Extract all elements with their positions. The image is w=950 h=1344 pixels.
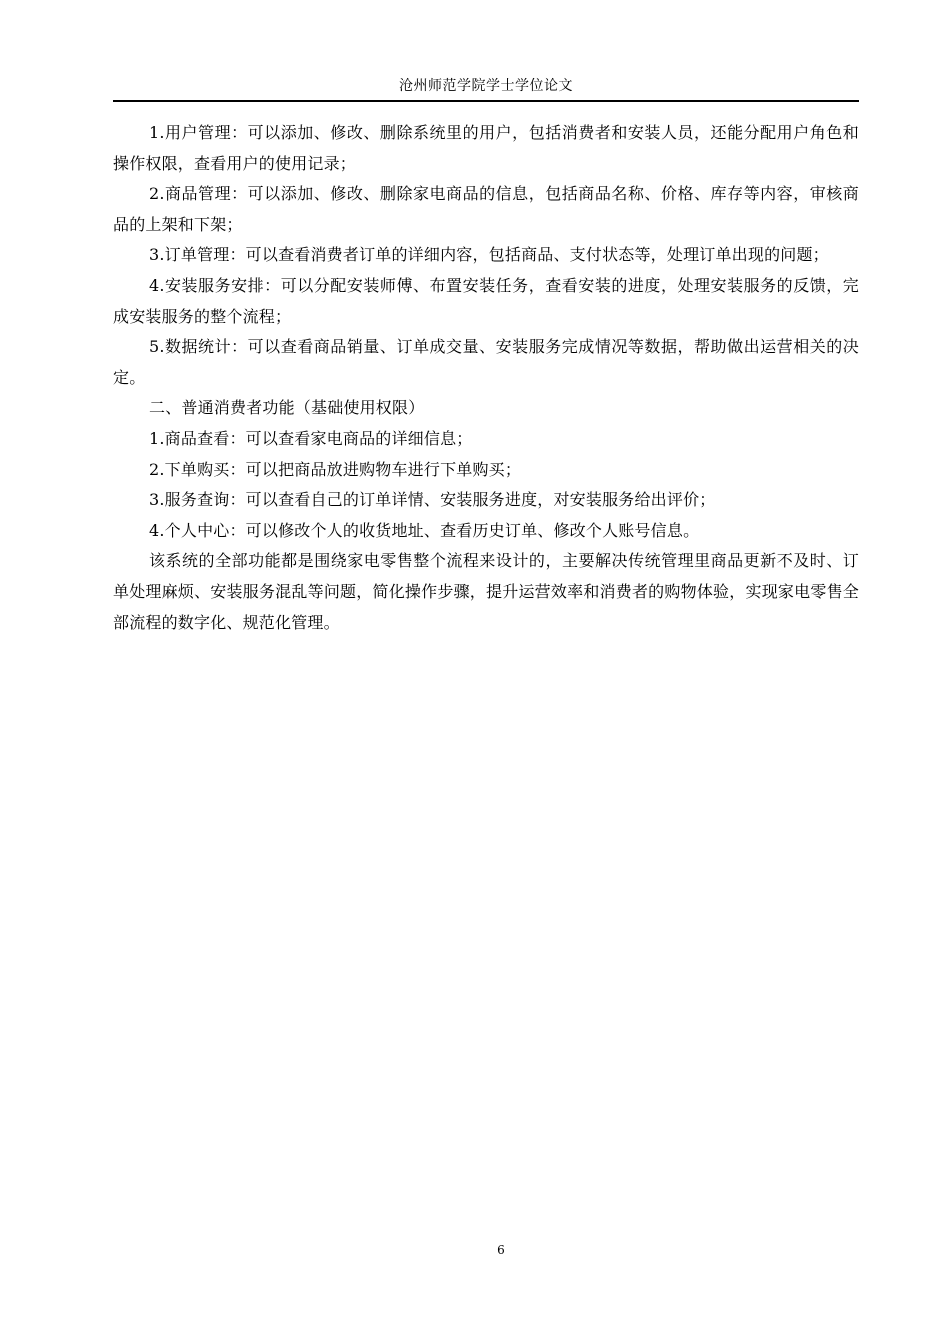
- paragraph-personal-center: 4.个人中心：可以修改个人的收货地址、查看历史订单、修改个人账号信息。: [149, 520, 700, 540]
- body-text: [113, 118, 859, 638]
- paragraph-service-query: 3.服务查询：可以查看自己的订单详情、安装服务进度，对安装服务给出评价；: [149, 490, 716, 510]
- running-header: 沧州师范学院学士学位论文: [399, 78, 573, 94]
- paragraph-product-management: 2.商品管理：可以添加、修改、删除家电商品的信息，包括商品名称、价格、库存等内容，审核商品的上架和下架；: [113, 184, 859, 234]
- paragraph-ordering: 2.下单购买：可以把商品放进购物车进行下单购买；: [149, 459, 522, 479]
- section-heading-consumer-functions: 二、普通消费者功能（基础使用权限）: [149, 398, 425, 418]
- paragraph-user-management: 1.用户管理：可以添加、修改、删除系统里的用户，包括消费者和安装人员，还能分配用户角色和操作权限，查看用户的使用记录；: [113, 123, 859, 173]
- paragraph-product-viewing: 1.商品查看：可以查看家电商品的详细信息；: [149, 428, 473, 448]
- paragraph-summary: 该系统的全部功能都是围绕家电零售整个流程来设计的，主要解决传统管理里商品更新不及时、订单处理麻烦、安装服务混乱等问题，简化操作步骤，提升运营效率和消费者的购物体验，实现家电零售全部流程的数字化、规范化管理。: [113, 551, 859, 632]
- paragraph-data-statistics: 5.数据统计：可以查看商品销量、订单成交量、安装服务完成情况等数据，帮助做出运营相关的决定。: [113, 337, 859, 387]
- page-number: 6: [497, 1243, 505, 1257]
- paragraph-installation-service: 4.安装服务安排：可以分配安装师傅、布置安装任务，查看安装的进度，处理安装服务的反馈，完成安装服务的整个流程；: [113, 275, 859, 326]
- paragraph-order-management: 3.订单管理：可以查看消费者订单的详细内容，包括商品、支付状态等，处理订单出现的问题；: [149, 245, 829, 265]
- header-rule: [113, 100, 859, 102]
